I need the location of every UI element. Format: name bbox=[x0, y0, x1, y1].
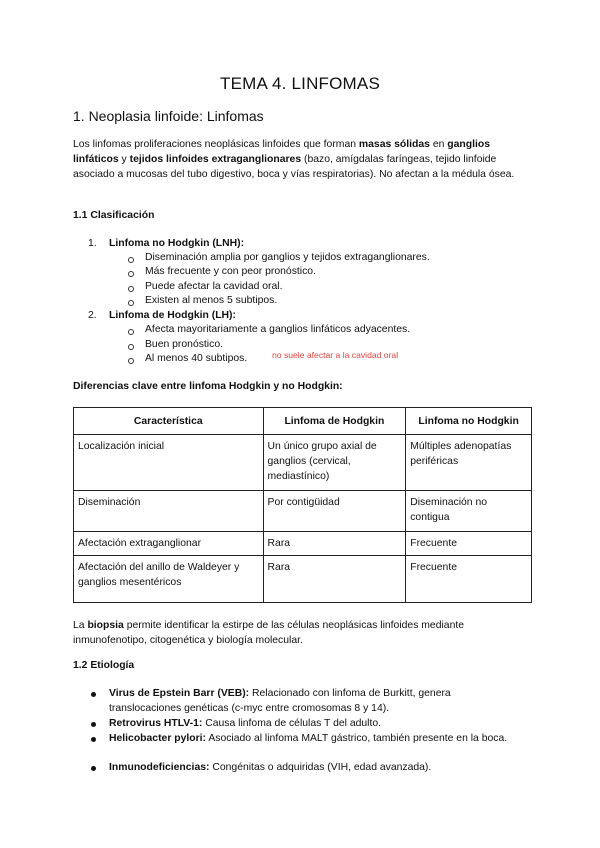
lh-item: Al menos 40 subtipos. bbox=[145, 353, 248, 364]
section-heading-neoplasia: 1. Neoplasia linfoide: Linfomas bbox=[73, 108, 264, 124]
circle-bullet-icon bbox=[128, 286, 134, 292]
table-cell: Diseminación bbox=[74, 491, 264, 532]
circle-bullet-icon bbox=[128, 358, 134, 364]
intro-text: en bbox=[429, 139, 448, 150]
etiology-item-text: Causa linfoma de células T del adulto. bbox=[202, 718, 382, 729]
differences-heading: Diferencias clave entre linfoma Hodgkin y no Hodgkin: bbox=[73, 381, 343, 392]
intro-paragraph bbox=[73, 137, 533, 182]
intro-bold-masas: masas sólidas bbox=[358, 139, 430, 150]
lnh-item: Diseminación amplia por ganglios y tejidos extraganglionares. bbox=[145, 252, 430, 263]
etiology-item-text: Asociado al linfoma MALT gástrico, también presente en la boca. bbox=[206, 733, 508, 744]
table-header-cell: Linfoma no Hodgkin bbox=[406, 408, 532, 435]
lnh-label: Linfoma no Hodgkin (LNH): bbox=[109, 238, 245, 249]
table-row bbox=[74, 491, 532, 532]
bullet-icon bbox=[91, 692, 96, 697]
table-header-row bbox=[74, 408, 532, 435]
table-cell: Por contigüidad bbox=[263, 491, 406, 532]
circle-bullet-icon bbox=[128, 257, 134, 263]
intro-text: y bbox=[118, 154, 130, 165]
table-cell: Rara bbox=[263, 556, 406, 603]
page-title: TEMA 4. LINFOMAS bbox=[219, 74, 380, 93]
table-row bbox=[74, 556, 532, 603]
etiology-item bbox=[109, 731, 519, 746]
table-cell: Frecuente bbox=[406, 532, 532, 556]
etiology-item-label: Retrovirus HTLV-1: bbox=[109, 718, 203, 729]
table-header-cell: Característica bbox=[74, 408, 264, 435]
lnh-item: Más frecuente y con peor pronóstico. bbox=[145, 266, 316, 277]
etiology-item-label: Inmunodeficiencias: bbox=[109, 762, 210, 773]
biopsy-text: La bbox=[73, 620, 88, 631]
table-cell: Afectación del anillo de Waldeyer y ganglios mesentéricos bbox=[74, 556, 264, 603]
etiology-item-text: Congénitas o adquiridas (VIH, edad avanzada). bbox=[209, 762, 432, 773]
etiology-item-text: Relacionado con linfoma de Burkitt, genera translocaciones genéticas (c-myc entre cromosomas 8 y 14). bbox=[109, 688, 451, 714]
circle-bullet-icon bbox=[128, 344, 134, 350]
table-row bbox=[74, 435, 532, 491]
etiology-item bbox=[109, 760, 519, 775]
etiology-item bbox=[109, 716, 519, 731]
intro-text: Los linfomas proliferaciones neoplásicas linfoides que forman bbox=[73, 139, 359, 150]
lnh-number: 1. bbox=[88, 238, 97, 249]
circle-bullet-icon bbox=[128, 271, 134, 277]
table-cell: Frecuente bbox=[406, 556, 532, 603]
lnh-item: Existen al menos 5 subtipos. bbox=[145, 295, 278, 306]
biopsy-text: permite identificar la estirpe de las células neoplásicas linfoides mediante inmunofenotipo, citogenética y biología molecular. bbox=[73, 620, 465, 646]
biopsy-bold: biopsia bbox=[87, 620, 124, 631]
table-cell: Localización inicial bbox=[74, 435, 264, 491]
biopsy-paragraph bbox=[73, 618, 533, 648]
table-cell: Diseminación no contigua bbox=[406, 491, 532, 532]
classification-heading: 1.1 Clasificación bbox=[73, 210, 155, 221]
etiology-heading: 1.2 Etiología bbox=[73, 660, 135, 671]
table-cell: Múltiples adenopatías periféricas bbox=[406, 435, 532, 491]
etiology-item bbox=[109, 686, 519, 716]
table-cell: Un único grupo axial de ganglios (cervical, mediastínico) bbox=[263, 435, 406, 491]
bullet-icon bbox=[91, 722, 96, 727]
comparison-table bbox=[73, 407, 532, 603]
table-row bbox=[74, 532, 532, 556]
circle-bullet-icon bbox=[128, 300, 134, 306]
lnh-item: Puede afectar la cavidad oral. bbox=[145, 281, 283, 292]
lh-label: Linfoma de Hodgkin (LH): bbox=[109, 310, 236, 321]
etiology-item-label: Virus de Epstein Barr (VEB): bbox=[109, 688, 250, 699]
table-cell: Rara bbox=[263, 532, 406, 556]
intro-text: (bazo, amígdalas faríngeas, tejido linfoide asociado a mucosas del tubo digestivo, boca y vías respiratorias). No afectan a la médula ósea. bbox=[73, 154, 515, 180]
intro-bold-tejidos: tejidos linfoides extraganglionares bbox=[129, 154, 302, 165]
bullet-icon bbox=[91, 766, 96, 771]
lh-item: Buen pronóstico. bbox=[145, 339, 223, 350]
circle-bullet-icon bbox=[128, 329, 134, 335]
lh-item: Afecta mayoritariamente a ganglios linfáticos adyacentes. bbox=[145, 324, 411, 335]
etiology-item-label: Helicobacter pylori: bbox=[109, 733, 207, 744]
handwritten-annotation: no suele afectar a la cavidad oral bbox=[272, 350, 399, 360]
table-header-cell: Linfoma de Hodgkin bbox=[263, 408, 406, 435]
lh-number: 2. bbox=[88, 310, 97, 321]
table-cell: Afectación extraganglionar bbox=[74, 532, 264, 556]
intro-bold-ganglios: ganglios linfáticos bbox=[73, 139, 491, 165]
bullet-icon bbox=[91, 737, 96, 742]
